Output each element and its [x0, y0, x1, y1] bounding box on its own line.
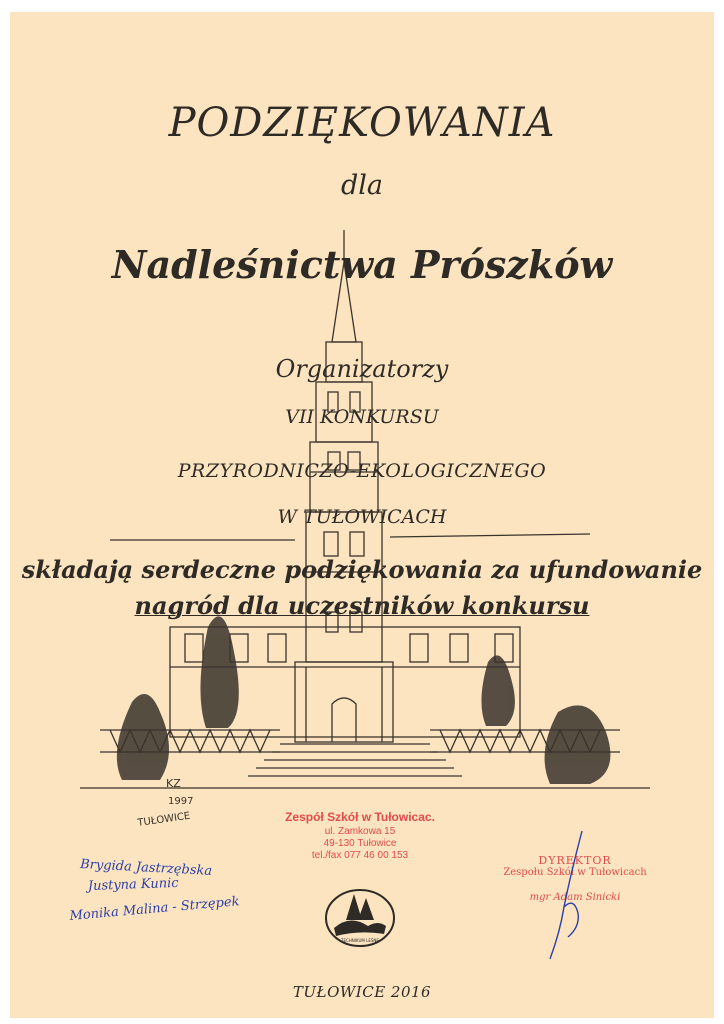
artist-year: 1997 — [168, 796, 194, 807]
school-stamp-name: Zespół Szkół w Tułowicac. — [285, 810, 435, 824]
signature-2: Justyna Kunic — [87, 875, 179, 894]
thanks-line-2: nagród dla uczestników konkursu — [134, 591, 590, 620]
recipient-name: Nadleśnictwa Prószków — [111, 242, 613, 287]
contest-number: VII KONKURSU — [285, 406, 439, 428]
organizers-label: Organizatorzy — [275, 355, 449, 383]
director-title: DYREKTOR — [538, 854, 612, 867]
certificate-title: PODZIĘKOWANIA — [168, 100, 556, 146]
certificate-for: dla — [340, 170, 384, 201]
school-stamp-city: 49-130 Tułowice — [323, 838, 397, 849]
director-school: Zespołu Szkół w Tułowicach — [503, 867, 647, 878]
teacher-signatures — [60, 850, 250, 940]
forest-school-logo-icon — [320, 880, 400, 950]
school-stamp-street: ul. Zamkowa 15 — [324, 826, 396, 837]
logo-text: TECHNIKUM LEŚNE — [341, 938, 379, 943]
contest-type: PRZYRODNICZO-EKOLOGICZNEGO — [177, 460, 547, 482]
contest-place: W TUŁOWICACH — [277, 506, 447, 528]
school-stamp-phone: tel./fax 077 46 00 153 — [311, 850, 409, 861]
signature-1: Brygida Jastrzębska — [79, 857, 213, 879]
signature-3: Monika Malina - Strzępek — [69, 894, 241, 924]
artist-initials: KZ — [166, 777, 181, 790]
director-signature — [530, 827, 600, 967]
footer-place-year: TUŁOWICE 2016 — [292, 983, 432, 1001]
director-name: mgr Adam Sinicki — [529, 892, 621, 903]
thanks-line-1: składają serdeczne podziękowania za ufundowanie — [21, 555, 703, 584]
certificate-page — [10, 12, 714, 1018]
illustration-caption: TUŁOWICE — [136, 810, 191, 829]
